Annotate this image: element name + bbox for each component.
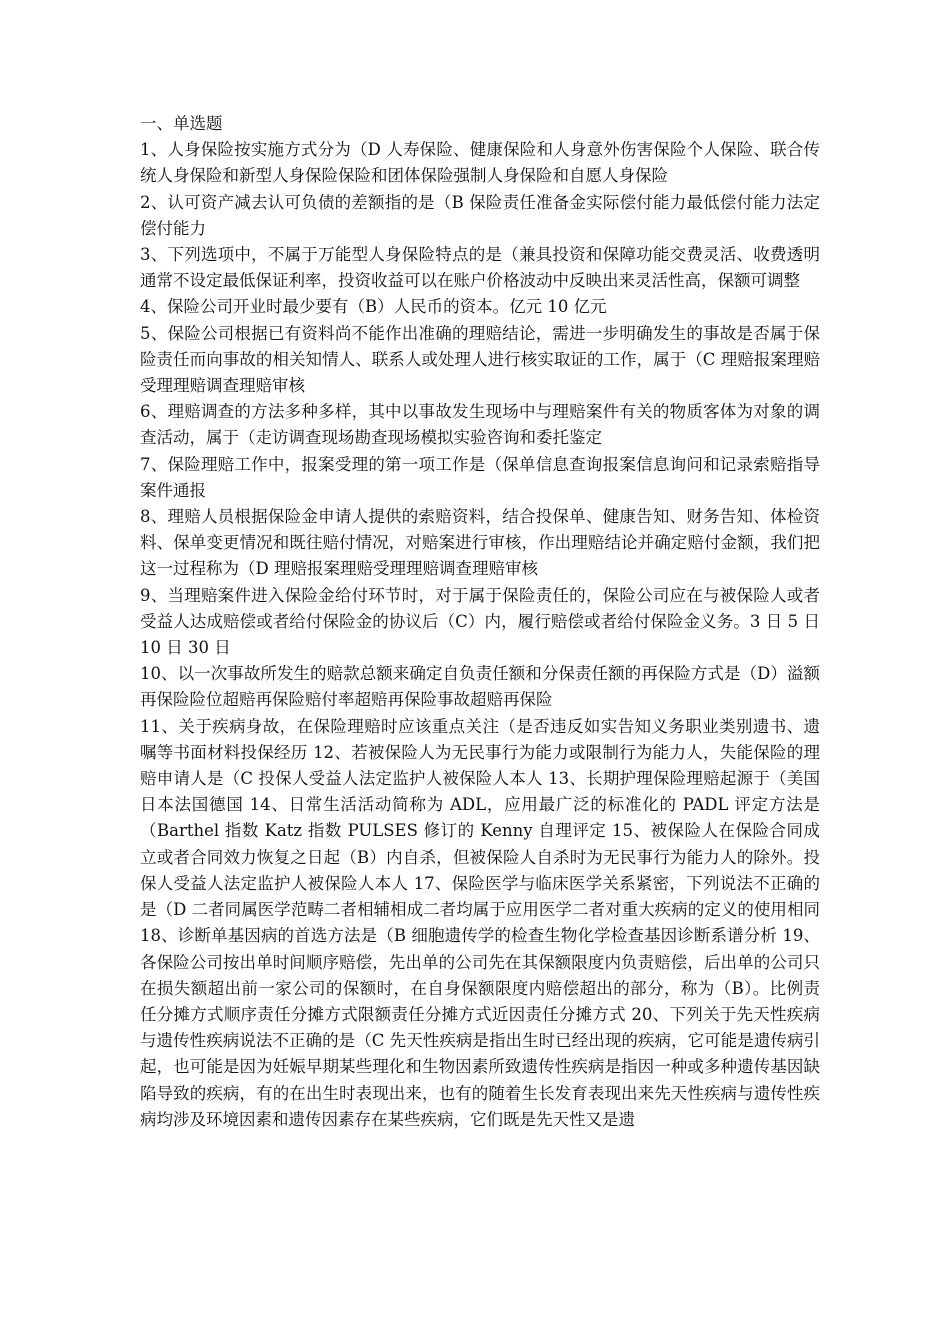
document-body [140,111,820,1133]
question-7: 7、保险理赔工作中，报案受理的第一项工作是（保单信息查询报案信息询问和记录索赔指导案件通报 [140,454,820,500]
question-1: 1、人身保险按实施方式分为（D 人寿保险、健康保险和人身意外伤害保险个人保险、联合传统人身保险和新型人身保险保险和团体保险强制人身保险和自愿人身保险 [140,140,820,186]
question-4: 4、保险公司开业时最少要有（B）人民币的资本。亿元 10 亿元 [140,297,607,317]
question-11-to-20: 11、关于疾病身故，在保险理赔时应该重点关注（是否违反如实告知义务职业类别遗书、遗嘱等书面材料投保经历 12、若被保险人为无民事行为能力或限制行为能力人，失能保险的理赔申请人是（C 投保人受益人法定监护人被保险人本人 13、长期护理保险理赔起源于（美国日本法国德国 14、日常生活活动简称为 ADL，应用最广泛的标准化的 PADL 评定方法是（Barthel 指数 Katz 指数 PULSES 修订的 Kenny 自理评定 15、被保险人在保险合同成立或者合同效力恢复之日起（B）内自杀，但被保险人自杀时为无民事行为能力人的除外。投保人受益人法定监护人被保险人本人 17、保险医学与临床医学关系紧密，下列说法不正确的是（D 二者同属医学范畴二者相辅相成二者均属于应用医学二者对重大疾病的定义的使用相同 18、诊断单基因病的首选方法是（B 细胞遗传学的检查生物化学检查基因诊断系谱分析 19、各保险公司按出单时间顺序赔偿，先出单的公司先在其保额限度内负责赔偿，后出单的公司只在损失额超出前一家公司的保额时，在自身保额限度内赔偿超出的部分，称为（B）。比例责任分摊方式顺序责任分摊方式限额责任分摊方式近因责任分摊方式 20、下列关于先天性疾病与遗传性疾病说法不正确的是（C 先天性疾病是指出生时已经出现的疾病，它可能是遗传病引起，也可能是因为妊娠早期某些理化和生物因素所致遗传性疾病是指因一种或多种遗传基因缺陷导致的疾病，有的在出生时表现出来，也有的随着生长发育表现出来先天性疾病与遗传性疾病均涉及环境因素和遗传因素存在某些疾病，它们既是先天性又是遗 [140,716,820,1129]
question-6: 6、理赔调查的方法多种多样，其中以事故发生现场中与理赔案件有关的物质客体为对象的调查活动，属于（走访调查现场勘查现场模拟实验咨询和委托鉴定 [140,402,820,448]
section-heading: 一、单选题 [140,114,223,133]
question-3: 3、下列选项中，不属于万能型人身保险特点的是（兼具投资和保障功能交费灵活、收费透明通常不设定最低保证利率，投资收益可以在账户价格波动中反映出来灵活性高，保额可调整 [140,245,820,291]
question-8: 8、理赔人员根据保险金申请人提供的索赔资料，结合投保单、健康告知、财务告知、体检资料、保单变更情况和既往赔付情况，对赔案进行审核，作出理赔结论并确定赔付金额，我们把这一过程称为（D 理赔报案理赔受理理赔调查理赔审核 [140,507,820,579]
question-10: 10、以一次事故所发生的赔款总额来确定自负责任额和分保责任额的再保险方式是（D）溢额再保险险位超赔再保险赔付率超赔再保险事故超赔再保险 [140,664,820,710]
question-5: 5、保险公司根据已有资料尚不能作出准确的理赔结论，需进一步明确发生的事故是否属于保险责任而向事故的相关知情人、联系人或处理人进行核实取证的工作，属于（C 理赔报案理赔受理理赔调查理赔审核 [140,323,820,396]
question-9: 9、当理赔案件进入保险金给付环节时，对于属于保险责任的，保险公司应在与被保险人或者受益人达成赔偿或者给付保险金的协议后（C）内，履行赔偿或者给付保险金义务。3 日 5 日 10 日 30 日 [140,585,820,658]
question-2: 2、认可资产减去认可负债的差额指的是（B 保险责任准备金实际偿付能力最低偿付能力法定偿付能力 [140,192,820,238]
